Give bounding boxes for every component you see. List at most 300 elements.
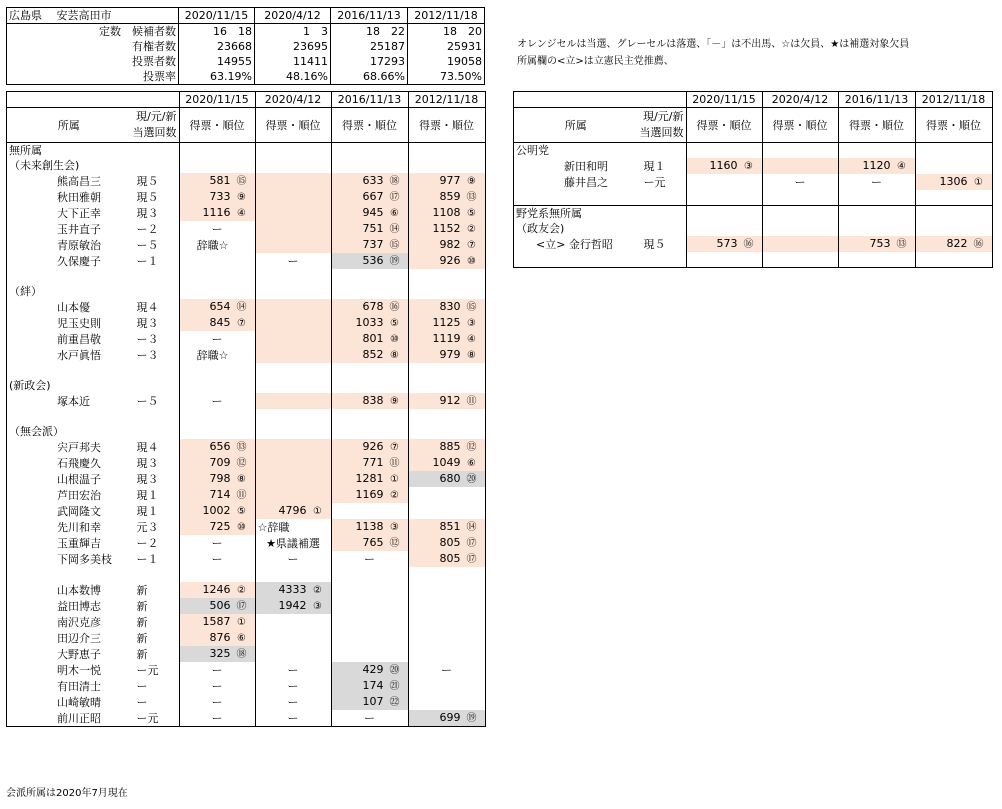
rank-marker: ⑮: [466, 302, 477, 313]
candidate-status: 現３: [131, 315, 180, 331]
election-date-header: 2020/4/12: [255, 92, 331, 108]
vote-cell: [331, 143, 408, 159]
vote-cell: [255, 315, 331, 331]
summary-value: 14955: [179, 54, 255, 69]
date-header-row: [7, 92, 486, 108]
vote-count: 1942: [278, 599, 307, 612]
rank-marker: ②: [390, 490, 399, 501]
summary-value: 18 22: [331, 24, 408, 40]
candidate-status: 現３: [131, 205, 180, 221]
vote-cell: [408, 424, 485, 439]
vote-count: 912: [439, 394, 461, 407]
vote-cell: [331, 662, 408, 678]
summary-row-label: 有権者数: [7, 39, 179, 54]
vote-cell: [179, 393, 255, 409]
vote-count: 852: [362, 348, 384, 361]
vote-cell: [331, 221, 408, 237]
vote-cell: [179, 173, 255, 189]
candidate-name: 塚本近: [7, 393, 131, 409]
summary-value: 25931: [408, 39, 485, 54]
vote-count: 1246: [202, 583, 231, 596]
status-header-line2: 当選回数: [639, 126, 684, 139]
vote-cell: [408, 143, 485, 159]
vote-cell: [255, 582, 331, 598]
column-header-row: [514, 108, 993, 143]
vote-count: 573: [716, 237, 738, 250]
vote-cell: [408, 269, 485, 284]
vote-cell: [255, 646, 331, 662]
vote-cell: [762, 143, 838, 159]
vote-count: 945: [362, 206, 384, 219]
group-row: [7, 567, 486, 582]
vote-note: ー: [211, 552, 223, 566]
vote-cell: [686, 236, 762, 252]
candidate-row: [7, 221, 486, 237]
vote-count: 845: [209, 316, 231, 329]
vote-count: 926: [362, 440, 384, 453]
vote-cell: [179, 409, 255, 424]
vote-cell: [331, 299, 408, 315]
vote-cell: [255, 551, 331, 567]
summary-row-label: 投票者数: [7, 54, 179, 69]
vote-cell: [255, 269, 331, 284]
votes-rank-header: 得票・順位: [255, 108, 331, 143]
vote-cell: [255, 253, 331, 269]
vote-cell: [408, 519, 485, 535]
vote-cell: [408, 237, 485, 253]
vote-cell: [331, 424, 408, 439]
vote-cell: [838, 174, 915, 190]
rank-marker: ⑫: [466, 442, 477, 453]
candidate-status: [131, 158, 180, 173]
rank-marker: ③: [467, 318, 476, 329]
vote-cell: [179, 315, 255, 331]
votes-rank-header: 得票・順位: [179, 108, 255, 143]
election-date-header: 2012/11/18: [915, 92, 992, 108]
vote-cell: [331, 694, 408, 710]
candidate-row: [514, 174, 993, 190]
candidate-name: 南沢克彦: [7, 614, 131, 630]
blank-header: [514, 92, 687, 108]
vote-count: 1002: [202, 504, 231, 517]
candidate-row: [7, 253, 486, 269]
vote-note: ー: [364, 552, 375, 566]
vote-count: 429: [362, 663, 384, 676]
vote-count: 174: [362, 679, 384, 692]
vote-cell: [255, 503, 331, 519]
status-header: [638, 108, 687, 143]
vote-note: ー: [211, 679, 223, 693]
date-header-row: [514, 92, 993, 108]
vote-count: 714: [209, 488, 231, 501]
group-label: （政友会): [514, 221, 638, 236]
candidate-row: [7, 471, 486, 487]
vote-cell: [408, 331, 485, 347]
vote-count: 1152: [432, 222, 461, 235]
vote-count: 678: [362, 300, 384, 313]
vote-count: 1138: [355, 520, 384, 533]
vote-cell: [179, 646, 255, 662]
vote-note: ー: [211, 394, 223, 408]
vote-cell: [408, 439, 485, 455]
candidate-status: 新: [131, 614, 180, 630]
vote-count: 798: [209, 472, 231, 485]
vote-cell: [255, 299, 331, 315]
vote-count: 654: [209, 300, 231, 313]
rank-marker: ⑱: [236, 649, 247, 660]
candidate-name: 秋田雅朝: [7, 189, 131, 205]
candidate-status: ー３: [131, 331, 180, 347]
vote-cell: [331, 455, 408, 471]
vote-cell: [255, 535, 331, 551]
summary-row: [7, 54, 485, 69]
candidate-status: [638, 221, 687, 236]
rank-marker: ⑨: [467, 176, 476, 187]
summary-value: 17293: [331, 54, 408, 69]
affiliation-header: 所属: [7, 108, 131, 143]
vote-count: 1125: [432, 316, 461, 329]
vote-cell: [179, 519, 255, 535]
vote-cell: [255, 143, 331, 159]
election-date-header: 2020/11/15: [179, 8, 255, 24]
vote-cell: [179, 205, 255, 221]
candidate-status: ー: [131, 694, 180, 710]
vote-cell: [255, 487, 331, 503]
vote-count: 805: [439, 536, 461, 549]
candidate-row: [7, 614, 486, 630]
vote-count: 1116: [202, 206, 231, 219]
vote-cell: [915, 143, 992, 159]
vote-cell: [331, 189, 408, 205]
rank-marker: ⑯: [743, 239, 754, 250]
vote-count: 1169: [355, 488, 384, 501]
candidate-row: [7, 519, 486, 535]
candidate-name: 前重昌敬: [7, 331, 131, 347]
vote-cell: [255, 237, 331, 253]
group-label: 野党系無所属: [514, 206, 638, 222]
candidate-row: [7, 694, 486, 710]
candidate-row: [514, 158, 993, 174]
vote-note: ー: [794, 175, 806, 189]
rank-marker: ⑬: [236, 442, 247, 453]
prefecture-cell: 広島県: [7, 8, 55, 24]
rank-marker: ⑧: [237, 474, 246, 485]
vote-note: ー: [287, 663, 299, 677]
vote-cell: [762, 158, 838, 174]
summary-row-label: 投票率: [7, 69, 179, 85]
vote-cell: [179, 237, 255, 253]
vote-count: 536: [362, 254, 384, 267]
group-label: (新政会): [7, 378, 131, 393]
rank-marker: ⑤: [390, 318, 399, 329]
election-date-header: 2012/11/18: [408, 8, 485, 24]
group-label: [7, 409, 131, 424]
candidate-status: [638, 143, 687, 159]
vote-cell: [331, 173, 408, 189]
group-row: [514, 252, 993, 268]
candidate-status: [638, 252, 687, 268]
election-date-header: 2012/11/18: [408, 92, 485, 108]
vote-cell: [255, 158, 331, 173]
vote-cell: [686, 221, 762, 236]
vote-cell: [179, 614, 255, 630]
affiliation-header: 所属: [514, 108, 638, 143]
summary-value: 11411: [255, 54, 331, 69]
vote-cell: [331, 582, 408, 598]
candidate-status: [131, 567, 180, 582]
group-row: [514, 206, 993, 222]
rank-marker: ⑱: [389, 176, 400, 187]
vote-note: ー: [287, 254, 299, 268]
vote-cell: [179, 221, 255, 237]
group-label: [7, 363, 131, 378]
candidate-status: ー２: [131, 221, 180, 237]
candidate-status: 現４: [131, 299, 180, 315]
election-date-header: 2016/11/13: [331, 8, 408, 24]
candidate-status: ー元: [638, 174, 687, 190]
vote-note: ー: [211, 695, 223, 709]
vote-cell: [686, 143, 762, 159]
rank-marker: ⑯: [389, 302, 400, 313]
status-header-line1: 現/元/新: [136, 110, 177, 123]
group-row: [514, 221, 993, 236]
candidate-status: 現１: [131, 503, 180, 519]
vote-cell: [255, 567, 331, 582]
candidate-name: 山根温子: [7, 471, 131, 487]
vote-cell: [179, 567, 255, 582]
vote-count: 1306: [939, 175, 968, 188]
footer-note: 会派所属は2020年7月現在: [6, 788, 128, 799]
rank-marker: ⑪: [389, 458, 400, 469]
votes-rank-header: 得票・順位: [686, 108, 762, 143]
vote-cell: [179, 347, 255, 363]
vote-cell: [408, 535, 485, 551]
candidate-status: ー３: [131, 347, 180, 363]
candidate-name: 玉重輝吉: [7, 535, 131, 551]
candidate-row: [7, 662, 486, 678]
vote-cell: [179, 143, 255, 159]
election-date-header: 2020/11/15: [179, 92, 255, 108]
vote-cell: [915, 236, 992, 252]
vote-cell: [331, 284, 408, 299]
rank-marker: ⑭: [389, 224, 400, 235]
vote-cell: [838, 206, 915, 222]
vote-cell: [408, 582, 485, 598]
candidate-row: [7, 487, 486, 503]
vote-count: 765: [362, 536, 384, 549]
group-label: （絆）: [7, 284, 131, 299]
summary-value: 16 18: [179, 24, 255, 40]
vote-count: 979: [439, 348, 461, 361]
rank-marker: ④: [467, 334, 476, 345]
vote-cell: [179, 630, 255, 646]
candidate-status: ー１: [131, 551, 180, 567]
rank-marker: ⑬: [896, 239, 907, 250]
vote-cell: [179, 363, 255, 378]
candidate-status: 新: [131, 630, 180, 646]
vote-cell: [255, 205, 331, 221]
candidate-row: [7, 173, 486, 189]
vote-count: 667: [362, 190, 384, 203]
recommendation-note: 所属欄の<立>は立憲民主党推薦、: [517, 56, 674, 67]
group-label: [7, 269, 131, 284]
rank-marker: ⑰: [236, 601, 247, 612]
vote-cell: [179, 535, 255, 551]
vote-cell: [331, 551, 408, 567]
rank-marker: ⑮: [236, 176, 247, 187]
vote-cell: [331, 614, 408, 630]
rank-marker: ①: [313, 506, 322, 517]
rank-marker: ⑥: [390, 208, 399, 219]
candidate-name: 石飛慶久: [7, 455, 131, 471]
rank-marker: ②: [467, 224, 476, 235]
vote-note: ー: [211, 536, 223, 550]
summary-value: 23695: [255, 39, 331, 54]
candidate-status: [131, 269, 180, 284]
candidate-status: 現５: [638, 236, 687, 252]
vote-cell: [255, 409, 331, 424]
candidate-status: 現４: [131, 439, 180, 455]
candidate-status: 現５: [131, 189, 180, 205]
rank-marker: ⑳: [466, 474, 477, 485]
summary-value: 63.19%: [179, 69, 255, 85]
vote-cell: [915, 174, 992, 190]
vote-cell: [255, 598, 331, 614]
rank-marker: ⑩: [390, 334, 399, 345]
candidate-status: [131, 284, 180, 299]
votes-rank-header: 得票・順位: [838, 108, 915, 143]
vote-cell: [838, 143, 915, 159]
candidate-name: 有田清士: [7, 678, 131, 694]
candidate-name: 新田和明: [514, 158, 638, 174]
vote-cell: [331, 393, 408, 409]
vote-cell: [408, 694, 485, 710]
vote-count: 633: [362, 174, 384, 187]
vote-cell: [255, 221, 331, 237]
vote-cell: [408, 173, 485, 189]
rank-marker: ③: [313, 601, 322, 612]
vote-count: 805: [439, 552, 461, 565]
vote-cell: [408, 393, 485, 409]
rank-marker: ⑧: [467, 350, 476, 361]
status-header-line2: 当選回数: [132, 126, 177, 139]
vote-cell: [255, 630, 331, 646]
candidate-row: [7, 535, 486, 551]
candidate-row: [7, 315, 486, 331]
vote-note: ー: [211, 332, 223, 346]
vote-cell: [255, 614, 331, 630]
summary-value: 1 3: [255, 24, 331, 40]
vote-cell: [255, 662, 331, 678]
rank-marker: ⑲: [466, 713, 477, 724]
candidate-name: 水戸眞悟: [7, 347, 131, 363]
group-row: [7, 158, 486, 173]
summary-row-label: 定数 候補者数: [7, 24, 179, 40]
vote-cell: [179, 299, 255, 315]
vote-note: ー: [287, 552, 299, 566]
vote-cell: [686, 252, 762, 268]
vote-note: 辞職☆: [196, 238, 229, 252]
rank-marker: ⑭: [236, 302, 247, 313]
candidate-name: 山崎敏晴: [7, 694, 131, 710]
votes-rank-header: 得票・順位: [408, 108, 485, 143]
rank-marker: ③: [390, 522, 399, 533]
rank-marker: ⑪: [236, 490, 247, 501]
results-table-left: [6, 91, 486, 727]
city-cell: 安芸高田市: [55, 8, 179, 24]
vote-count: 1033: [355, 316, 384, 329]
vote-count: 771: [362, 456, 384, 469]
vote-cell: [179, 551, 255, 567]
candidate-row: [7, 237, 486, 253]
election-date-header: 2020/4/12: [255, 8, 331, 24]
candidate-status: [131, 363, 180, 378]
vote-cell: [255, 424, 331, 439]
vote-cell: [255, 378, 331, 393]
vote-cell: [408, 487, 485, 503]
vote-cell: [408, 221, 485, 237]
rank-marker: ⑤: [467, 208, 476, 219]
vote-cell: [179, 598, 255, 614]
summary-row: [7, 39, 485, 54]
votes-rank-header: 得票・順位: [762, 108, 838, 143]
candidate-status: [131, 378, 180, 393]
rank-marker: ⑰: [466, 538, 477, 549]
vote-cell: [179, 439, 255, 455]
candidate-row: [7, 299, 486, 315]
rank-marker: ④: [897, 161, 906, 172]
vote-cell: [408, 630, 485, 646]
vote-cell: [331, 567, 408, 582]
vote-count: 859: [439, 190, 461, 203]
vote-cell: [331, 646, 408, 662]
rank-marker: ③: [744, 161, 753, 172]
vote-count: 656: [209, 440, 231, 453]
vote-cell: [686, 174, 762, 190]
vote-cell: [331, 519, 408, 535]
vote-cell: [408, 455, 485, 471]
rank-marker: ⑤: [237, 506, 246, 517]
vote-count: 107: [362, 695, 384, 708]
rank-marker: ⑩: [467, 256, 476, 267]
vote-count: 751: [362, 222, 384, 235]
rank-marker: ⑧: [390, 350, 399, 361]
candidate-status: ー５: [131, 237, 180, 253]
rank-marker: ②: [313, 585, 322, 596]
vote-cell: [179, 378, 255, 393]
vote-count: 977: [439, 174, 461, 187]
vote-count: 725: [209, 520, 231, 533]
vote-count: 1160: [709, 159, 738, 172]
group-label: [7, 567, 131, 582]
rank-marker: ⑦: [390, 442, 399, 453]
vote-cell: [838, 190, 915, 206]
vote-cell: [331, 331, 408, 347]
vote-note: ー: [287, 679, 299, 693]
vote-cell: [331, 535, 408, 551]
candidate-status: [638, 190, 687, 206]
candidate-row: [7, 646, 486, 662]
vote-cell: [762, 174, 838, 190]
vote-cell: [838, 252, 915, 268]
group-label: 無所属: [7, 143, 131, 159]
vote-note: ー: [211, 663, 223, 677]
candidate-row: [7, 630, 486, 646]
vote-cell: [408, 158, 485, 173]
vote-cell: [255, 710, 331, 727]
group-row: [514, 190, 993, 206]
vote-cell: [179, 694, 255, 710]
